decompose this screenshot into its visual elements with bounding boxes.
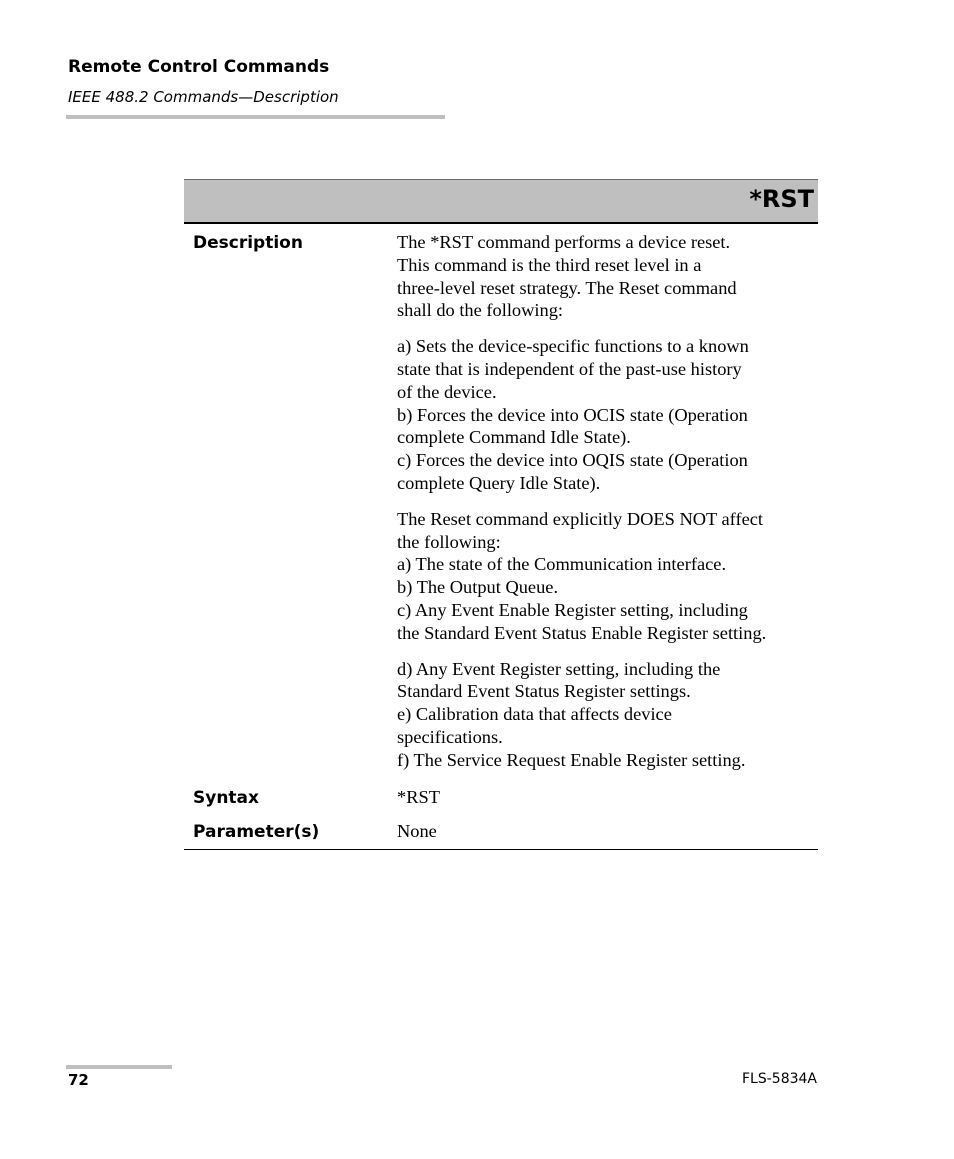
description-line: complete Query Idle State). — [397, 472, 601, 493]
description-paragraph — [397, 231, 818, 322]
description-line: b) Forces the device into OCIS state (Operation — [397, 404, 748, 425]
description-row — [184, 224, 818, 772]
command-table — [184, 179, 818, 850]
description-line: This command is the third reset level in a — [397, 254, 702, 275]
description-paragraph — [397, 508, 818, 645]
description-line: d) Any Event Register setting, including the — [397, 658, 721, 679]
syntax-row — [184, 786, 818, 809]
description-line: complete Command Idle State). — [397, 427, 631, 448]
description-paragraph — [397, 335, 818, 495]
description-line: three-level reset strategy. The Reset command — [397, 277, 737, 298]
parameters-label: Parameter(s) — [193, 822, 320, 843]
description-line: e) Calibration data that affects device — [397, 704, 672, 725]
description-line: The Reset command explicitly DOES NOT affect — [397, 508, 764, 529]
description-label: Description — [193, 233, 303, 253]
document-id: FLS-5834A — [742, 1071, 817, 1087]
description-line: a) Sets the device-specific functions to a known — [397, 336, 749, 357]
description-line: specifications. — [397, 726, 503, 747]
description-line: c) Any Event Enable Register setting, including — [397, 599, 748, 620]
command-name: *RST — [749, 185, 814, 213]
description-text — [397, 231, 818, 772]
description-line: of the device. — [397, 381, 497, 402]
description-line: f) The Service Request Enable Register setting. — [397, 749, 746, 770]
parameters-value: None — [397, 821, 437, 842]
running-header-subtitle: IEEE 488.2 Commands—Description — [68, 88, 339, 106]
description-line: the Standard Event Status Enable Register setting. — [397, 622, 767, 643]
description-line: The *RST command performs a device reset. — [397, 232, 731, 252]
footer-rule — [66, 1065, 172, 1069]
parameters-row — [184, 820, 818, 850]
syntax-label: Syntax — [193, 787, 259, 808]
description-line: c) Forces the device into OQIS state (Operation — [397, 450, 748, 471]
description-line: b) The Output Queue. — [397, 577, 559, 598]
description-line: a) The state of the Communication interface. — [397, 554, 727, 575]
header-rule — [66, 115, 445, 119]
description-line: the following: — [397, 531, 501, 552]
description-line: Standard Event Status Register settings. — [397, 681, 691, 702]
description-line: shall do the following: — [397, 300, 564, 321]
command-header-bar — [184, 179, 818, 224]
running-header-title: Remote Control Commands — [68, 57, 330, 77]
description-paragraph — [397, 658, 818, 772]
description-line: state that is independent of the past-use history — [397, 358, 742, 379]
page-number: 72 — [68, 1071, 89, 1089]
syntax-value: *RST — [397, 786, 440, 807]
